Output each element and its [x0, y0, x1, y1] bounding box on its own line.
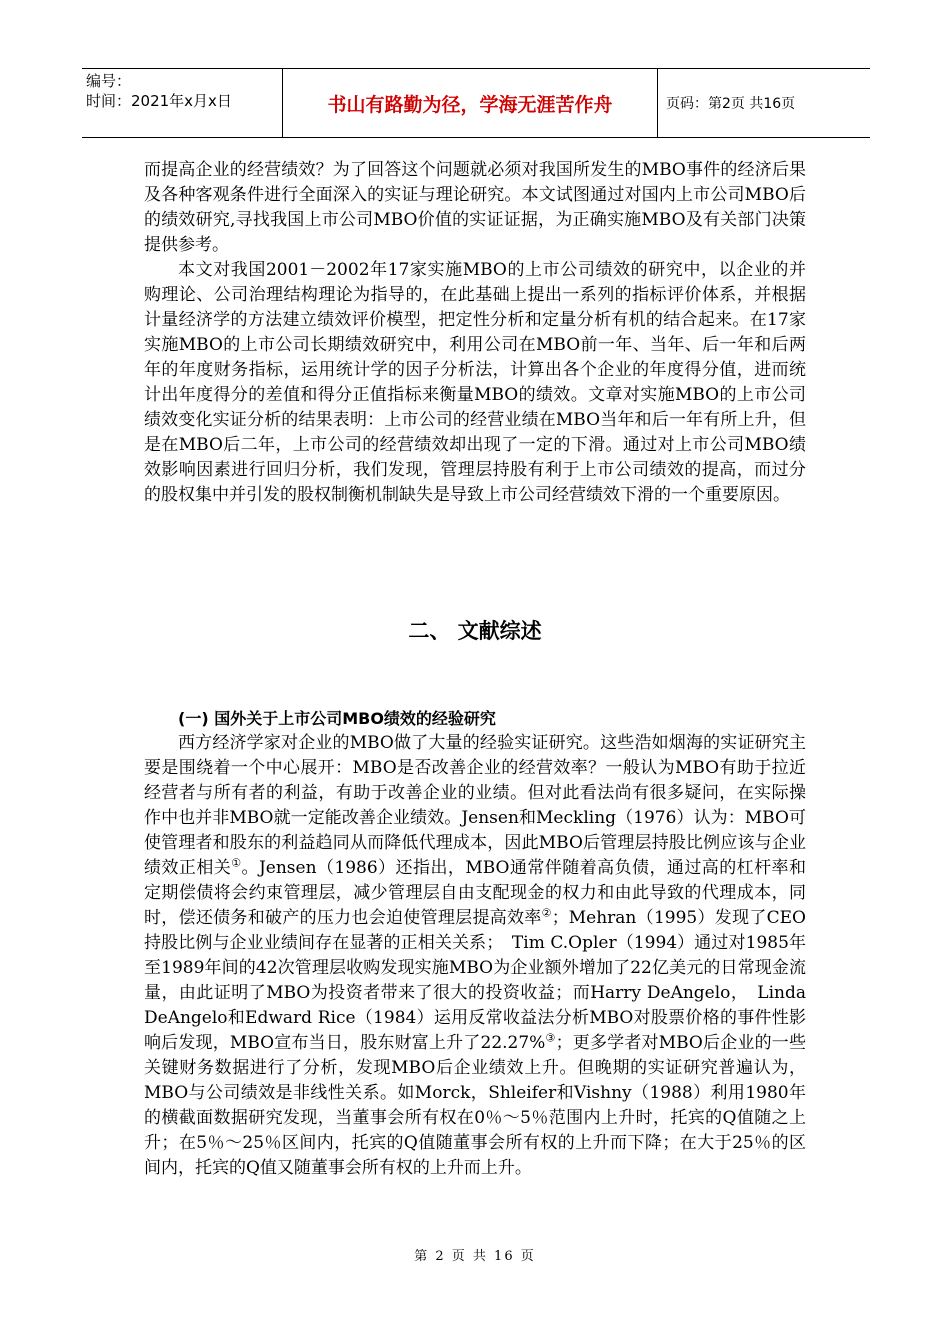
page-header — [82, 68, 870, 138]
review-paragraph — [144, 731, 806, 1181]
section-title: 二、 文献综述 — [408, 619, 542, 643]
review-text-3: ；Mehran（1995）发现了CEO持股比例与企业业绩间存在显著的正相关关系； Tim C.Opler（1994）通过对1985年至1989年间的42次管理层收购发现实施MBO为企业额外增加了22亿美元的日常现金流量，由此证明了MBO为投资者带来了很大的投资收益；而Harry DeAngelo， Linda DeAngelo和Edward Rice（1984）运用反常收益法分析MBO对股票价格的事件性影响后发现，MBO宣布当日，股东财富上升了22.27% — [144, 908, 806, 1053]
review-text-4: ；更多学者对MBO后企业的一些关键财务数据进行了分析，发现MBO后企业绩效上升。但晚期的实证研究普遍认为，MBO与公司绩效是非线性关系。如Morck，Shleifer和Vishny（1988）利用1980年的横截面数据研究发现，当董事会所有权在0％～5％范围内上升时，托宾的Q值随之上升；在5％～25％区间内，托宾的Q值随董事会所有权的上升而下降；在大于25％的区间内，托宾的Q值又随董事会所有权的上升而上升。 — [144, 1033, 806, 1178]
review-text-1: 西方经济学家对企业的MBO做了大量的经验实证研究。这些浩如烟海的实证研究主要是围绕着一个中心展开：MBO是否改善企业的经营效率？一般认为MBO有助于拉近经营者与所有者的利益，有助于改善企业的业绩。但对此看法尚有很多疑问，在实际操作中也并非MBO就一定能改善企业绩效。Jensen和Meckling（1976）认为：MBO可使管理者和股东的利益趋同从而降低代理成本，因此MBO后管理层持股比例应该与企业绩效正相关 — [144, 733, 806, 878]
footnote-ref-2[interactable]: ② — [541, 906, 552, 920]
intro-text — [144, 158, 806, 508]
intro-paragraph-2: 本文对我国2001－2002年17家实施MBO的上市公司绩效的研究中，以企业的并购理论、公司治理结构理论为指导的，在此基础上提出一系列的指标评价体系，并根据计量经济学的方法建立绩效评价模型，把定性分析和定量分析有机的结合起来。在17家实施MBO的上市公司长期绩效研究中，利用公司在MBO前一年、当年、后一年和后两年的年度财务指标，运用统计学的因子分析法，计算出各个企业的年度得分值，进而统计出年度得分的差值和得分正值指标来衡量MBO的绩效。文章对实施MBO的上市公司绩效变化实证分析的结果表明：上市公司的经营业绩在MBO当年和后一年有所上升，但是在MBO后二年，上市公司的经营绩效却出现了一定的下滑。通过对上市公司MBO绩效影响因素进行回归分析，我们发现，管理层持股有利于上市公司绩效的提高，而过分的股权集中并引发的股权制衡机制缺失是导致上市公司经营绩效下滑的一个重要原因。 — [144, 260, 806, 505]
footnote-ref-1[interactable]: ① — [231, 856, 242, 870]
subsection-title: (一) 国外关于上市公司MBO绩效的经验研究 — [178, 709, 496, 728]
review-text-2: 。Jensen（1986）还指出，MBO通常伴随着高负债，通过高的杠杆率和定期偿债将会约束管理层，减少管理层自由支配现金的权力和由此导致的代理成本，同时，偿还债务和破产的压力也会迫使管理层提高效率 — [144, 858, 806, 928]
intro-paragraph-1: 而提高企业的经营绩效？为了回答这个问题就必须对我国所发生的MBO事件的经济后果及各种客观条件进行全面深入的实证与理论研究。本文试图通过对国内上市公司MBO后的绩效研究,寻找我国上市公司MBO价值的实证证据，为正确实施MBO及有关部门决策提供参考。 — [144, 160, 806, 255]
footnote-ref-3[interactable]: ③ — [545, 1031, 556, 1045]
page-footer: 第 2 页 共 16 页 — [414, 1249, 536, 1264]
literature-review — [144, 706, 806, 1181]
header-meta — [82, 69, 286, 139]
header-page-info: 页码：第2页 共16页 — [666, 96, 796, 112]
document-time: 时间：2021年x月x日 — [86, 92, 232, 110]
document-number: 编号： — [86, 72, 132, 90]
header-motto: 书山有路勤为径，学海无涯苦作舟 — [282, 69, 658, 137]
